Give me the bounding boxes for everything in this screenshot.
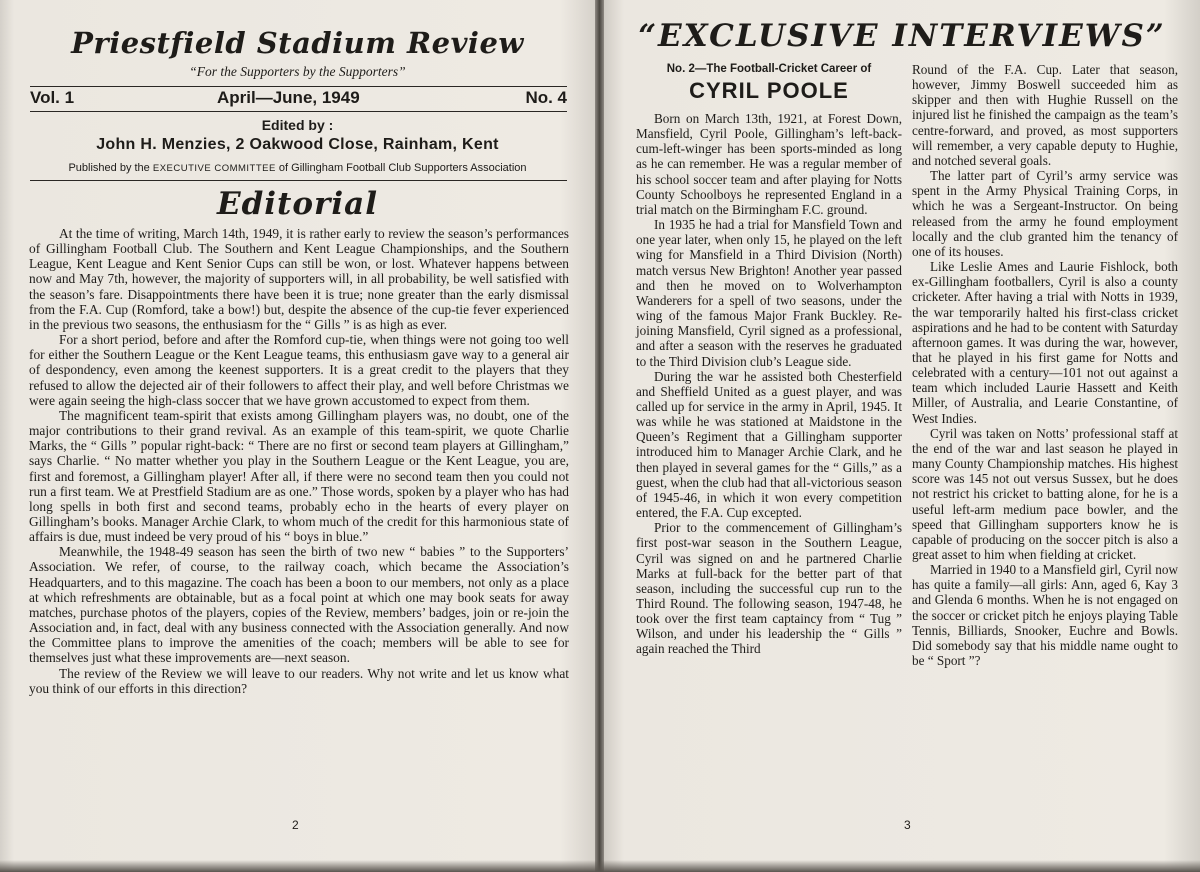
masthead-title: Priestfield Stadium Review <box>71 26 524 60</box>
article-paragraph: Prior to the commencement of Gillingham’s first post-war season in the Southern League, Cyril was signed on and he partnered Charlie Marks at full-back for the better part of that season, including the successful cup run to the Third Round. The following season, 1947-48, he took over the first team captaincy from “ Tug ” Wilson, and under his leadership the “ Gills ” again reached the Third <box>636 520 902 657</box>
publisher-suffix: of Gillingham Football Club Supporters Association <box>278 162 527 174</box>
editor-address: John H. Menzies, 2 Oakwood Close, Rainham, Kent <box>96 136 499 153</box>
interviews-heading: “EXCLUSIVE INTERVIEWS” <box>638 18 1166 54</box>
edited-by-label: Edited by : <box>261 117 334 133</box>
article-paragraph: In 1935 he had a trial for Mansfield Town and one year later, when only 15, he played on the left wing for Mansfield in a Third Division (North) match versus New Brighton! Another year passed and then he moved on to Wolverhampton Wanderers for a spell of two seasons, under the wing of the famous Major Frank Buckley. Re-joining Mansfield, Cyril signed as a professional, and after a season with the reserves he graduated to the Third Division club’s League side. <box>636 217 902 369</box>
editorial-body <box>29 226 569 696</box>
editorial-paragraph: At the time of writing, March 14th, 1949, it is rather early to review the season’s performances of Gillingham Football Club. The Southern and Kent League Championships, and the Southern League, Kent League and Kent Senior Cups can still be won, or lost. Whatever happens between now and May 7th, however, the majority of supporters will, in all probability, be well satisfied with the season’s fare. Disappointments there have been it is true; none greater than the early dismissal from the F.A. Cup (Romford, take a bow!) but, despite the absence of the cup-tie fever experienced in the previous two seasons, the enthusiasm for the “ Gills ” is as high as ever. <box>29 226 569 332</box>
editorial-paragraph: The review of the Review we will leave to our readers. Why not write and let us know what you think of our efforts in this direction? <box>29 665 569 696</box>
book-gutter <box>595 0 604 872</box>
article-paragraph: Round of the F.A. Cup. Later that season, however, Jimmy Boswell succeeded him as skipper and then with Hughie Russell on the injured list he finished the campaign as the team’s centre-forward, and proved, as most supporters will remember, a very capable deputy to Hughie, and notched several goals. <box>912 62 1178 168</box>
masthead-rule-middle <box>30 111 567 112</box>
page-number-left: 2 <box>292 818 299 832</box>
editorial-heading: Editorial <box>216 186 379 222</box>
article-paragraph: Like Leslie Ames and Laurie Fishlock, both ex-Gillingham footballers, Cyril is also a county cricketer. After having a trial with Notts in 1939, the war temporarily halted his first-class cricket aspirations and he had to be content with Saturday afternoon games. It was during the war, however, that he played in his first game for Notts and celebrated with a century—101 not out against a team which included Laurie Hassett and Keith Miller, of Australia, and Learie Constantine, of West Indies. <box>912 259 1178 426</box>
article-paragraph: During the war he assisted both Chesterfield and Sheffield United as a guest player, and was called up for service in the army in April, 1945. It was while he was stationed at Maidstone in the Queen’s Regiment that a Gillingham supporter introduced him to Manager Archie Clark, and he then played in several games for the “ Gills,” as a guest, when the club had that all-victorious season of 1945-46, in which it won every competition entered, the F.A. Cup excepted. <box>636 368 902 521</box>
editorial-paragraph: Meanwhile, the 1948-49 season has seen the birth of two new “ babies ” to the Supporters’ Association. We refer, of course, to the railway coach, which became the Association’s Headquarters, and to this magazine. The coach has been a boon to our members, not only as a place at which refreshments are obtainable, but as a focal point at which one may book seats for away matches, purchase photos of the players, copies of the Review, members’ badges, join or re-join the Association and, in fact, deal with any business connected with the Association generally. And now the Committee plans to improve the amenities of the coach; members will be able to see for themselves just what these improvements are—next season. <box>29 544 569 666</box>
article-paragraph: Born on March 13th, 1921, at Forest Down, Mansfield, Cyril Poole, Gillingham’s left-back-cum-left-winger has been sports-minded as long as he can remember. He was a regular member of his school soccer team and after playing for Notts County Schoolboys he represented England in a trial match on the Birmingham F.C. ground. <box>636 111 902 217</box>
masthead-rule-top <box>30 86 567 87</box>
player-name: CYRIL POOLE <box>689 78 849 103</box>
page-number-right: 3 <box>904 818 911 832</box>
article-column-1 <box>636 62 902 657</box>
issue-date: April—June, 1949 <box>217 88 360 107</box>
right-page <box>604 0 1200 872</box>
publisher-line <box>0 162 595 174</box>
masthead-tagline: “For the Supporters by the Supporters” <box>189 64 406 79</box>
editorial-paragraph: For a short period, before and after the Romford cup-tie, when things were not going too well for either the Southern League or the Kent League teams, this enthusiasm gave way to a general air of despondency, even among the keenest supporters. It is a great credit to the players that they refused to allow the dejected air of their followers to affect their play, and well before Christmas we were again seeing the high-class soccer that we have grown accustomed to expect from them. <box>29 332 569 408</box>
editorial-paragraph: The magnificent team-spirit that exists among Gillingham players was, no doubt, one of the major contributions to their grand revival. As an example of this team-spirit, we quote Charlie Marks, the “ Gills ” popular right-back: “ There are no first or second team players at Gillingham,” says Charlie. “ No matter whether you play in the Southern League or the Kent League, you are, first and foremost, a Gillingham player! After all, if there were no second team then you could not run a first team. We at Prestfield Stadium are as one.” Those words, spoken by a player who has had long spells in both first and second teams, probably echo in the hearts of every player on Gillingham’s books. Manager Archie Clark, to whom much of the credit for this harmonious state of affairs is due, must indeed be very proud of his “ boys in blue.” <box>29 407 569 545</box>
volume-label: Vol. 1 <box>30 88 75 107</box>
publisher-committee: EXECUTIVE COMMITTEE <box>152 163 276 174</box>
article-column-2 <box>912 62 1178 668</box>
article-paragraph: Married in 1940 to a Mansfield girl, Cyril now has quite a family—all girls: Ann, aged 6, Kay 3 and Glenda 6 months. When he is not engaged on the soccer or cricket pitch he enjoys playing Table Tennis, Billiards, Snooker, Euchre and Bowls. Did somebody say that his middle name ought to be “ Sport ”? <box>912 562 1178 669</box>
bottom-edge-shadow <box>0 860 1200 872</box>
issue-number: No. 4 <box>525 88 567 107</box>
publisher-prefix: Published by the <box>68 162 150 174</box>
article-paragraph: The latter part of Cyril’s army service was spent in the Army Physical Training Corps, in which he was a Sergeant-Instructor. On being released from the army he found employment locally and the club granted him the tenancy of one of its houses. <box>912 168 1178 259</box>
left-page <box>0 0 595 872</box>
article-paragraph: Cyril was taken on Notts’ professional staff at the end of the war and last season he played in many County Championship matches. His highest score was 145 not out versus Sussex, but he does not restrict his cricket to batting alone, for he is a useful left-arm medium pace bowler, and the speed that Gillingham supporters know he is capable of producing on the soccer pitch is also a great asset to him when fielding at cricket. <box>912 425 1178 562</box>
series-line: No. 2—The Football-Cricket Career of <box>666 63 872 75</box>
masthead-rule-bottom <box>30 180 567 181</box>
